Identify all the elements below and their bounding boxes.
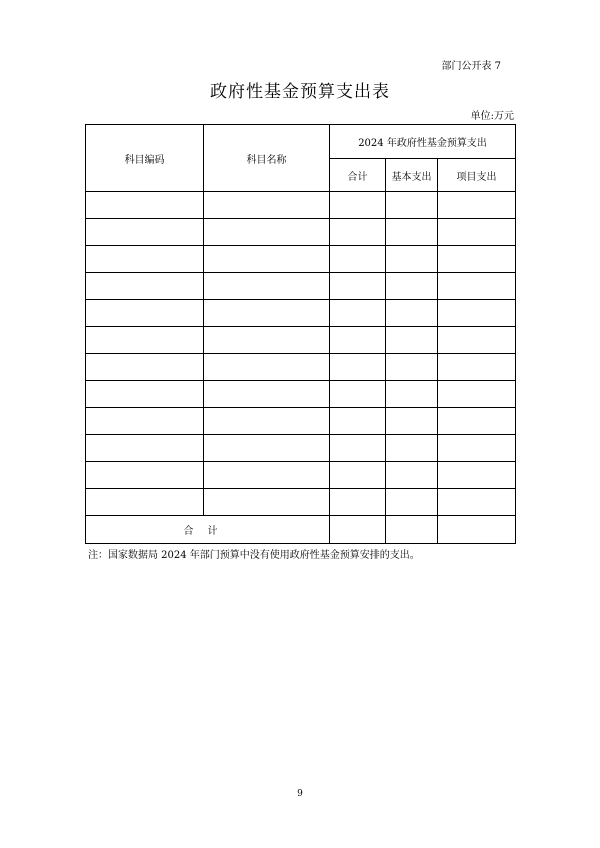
table-cell <box>386 246 438 273</box>
table-row <box>86 300 516 327</box>
table-cell <box>438 219 516 246</box>
table-cell <box>86 462 204 489</box>
header-budget-group: 2024 年政府性基金预算支出 <box>330 125 516 159</box>
footnote: 注：国家数据局 2024 年部门预算中没有使用政府性基金预算安排的支出。 <box>88 550 420 561</box>
unit-label: 单位:万元 <box>470 111 514 122</box>
table-cell <box>438 192 516 219</box>
table-cell <box>386 327 438 354</box>
table-row <box>86 435 516 462</box>
header-subject-code: 科目编码 <box>86 125 204 192</box>
table-cell <box>330 489 386 516</box>
total-cell <box>330 516 386 544</box>
table-cell <box>386 408 438 435</box>
page-title: 政府性基金预算支出表 <box>210 82 390 102</box>
total-cell <box>386 516 438 544</box>
table-cell <box>204 381 330 408</box>
table-cell <box>438 381 516 408</box>
table-row <box>86 408 516 435</box>
table-row <box>86 462 516 489</box>
table-cell <box>438 408 516 435</box>
table-cell <box>330 300 386 327</box>
table-cell <box>438 300 516 327</box>
table-cell <box>386 354 438 381</box>
table-cell <box>86 219 204 246</box>
table-cell <box>204 462 330 489</box>
table-cell <box>86 300 204 327</box>
header-basic-expenditure: 基本支出 <box>386 159 438 192</box>
table-cell <box>330 273 386 300</box>
table-body <box>86 192 516 516</box>
table-cell <box>330 192 386 219</box>
table-row <box>86 381 516 408</box>
table-cell <box>386 435 438 462</box>
document-label: 部门公开表 7 <box>441 61 501 72</box>
table-cell <box>86 381 204 408</box>
table-cell <box>330 408 386 435</box>
table-row <box>86 354 516 381</box>
table-row <box>86 327 516 354</box>
table-cell <box>86 246 204 273</box>
table-cell <box>204 219 330 246</box>
table-cell <box>386 300 438 327</box>
table-cell <box>386 273 438 300</box>
table-cell <box>386 219 438 246</box>
table-cell <box>86 273 204 300</box>
table-cell <box>438 462 516 489</box>
table-cell <box>204 192 330 219</box>
table-cell <box>330 435 386 462</box>
table-cell <box>330 354 386 381</box>
table-cell <box>386 489 438 516</box>
table-cell <box>330 327 386 354</box>
table-row <box>86 489 516 516</box>
total-row <box>86 516 516 544</box>
table-cell <box>204 408 330 435</box>
table-cell <box>204 327 330 354</box>
table-cell <box>204 273 330 300</box>
table-cell <box>86 435 204 462</box>
table-cell <box>86 408 204 435</box>
table-cell <box>86 192 204 219</box>
table-cell <box>330 246 386 273</box>
table-cell <box>438 327 516 354</box>
table-cell <box>86 354 204 381</box>
table-cell <box>330 219 386 246</box>
expenditure-table <box>85 124 516 544</box>
header-subject-name: 科目名称 <box>204 125 330 192</box>
table-cell <box>204 246 330 273</box>
header-total: 合计 <box>330 159 386 192</box>
table-row <box>86 219 516 246</box>
table-cell <box>386 192 438 219</box>
table-row <box>86 192 516 219</box>
table-cell <box>204 300 330 327</box>
table-cell <box>438 489 516 516</box>
table-cell <box>438 435 516 462</box>
page-number: 9 <box>297 789 303 799</box>
table-cell <box>386 462 438 489</box>
table-cell <box>204 354 330 381</box>
table-cell <box>204 489 330 516</box>
table-cell <box>438 273 516 300</box>
table-cell <box>438 354 516 381</box>
header-project-expenditure: 项目支出 <box>438 159 516 192</box>
table-cell <box>438 246 516 273</box>
table-cell <box>86 489 204 516</box>
table-cell <box>330 462 386 489</box>
total-cell <box>438 516 516 544</box>
table-row <box>86 273 516 300</box>
table-cell <box>86 327 204 354</box>
table-row <box>86 246 516 273</box>
table-cell <box>204 435 330 462</box>
total-label: 合计 <box>86 516 330 544</box>
table-cell <box>386 381 438 408</box>
table-cell <box>330 381 386 408</box>
